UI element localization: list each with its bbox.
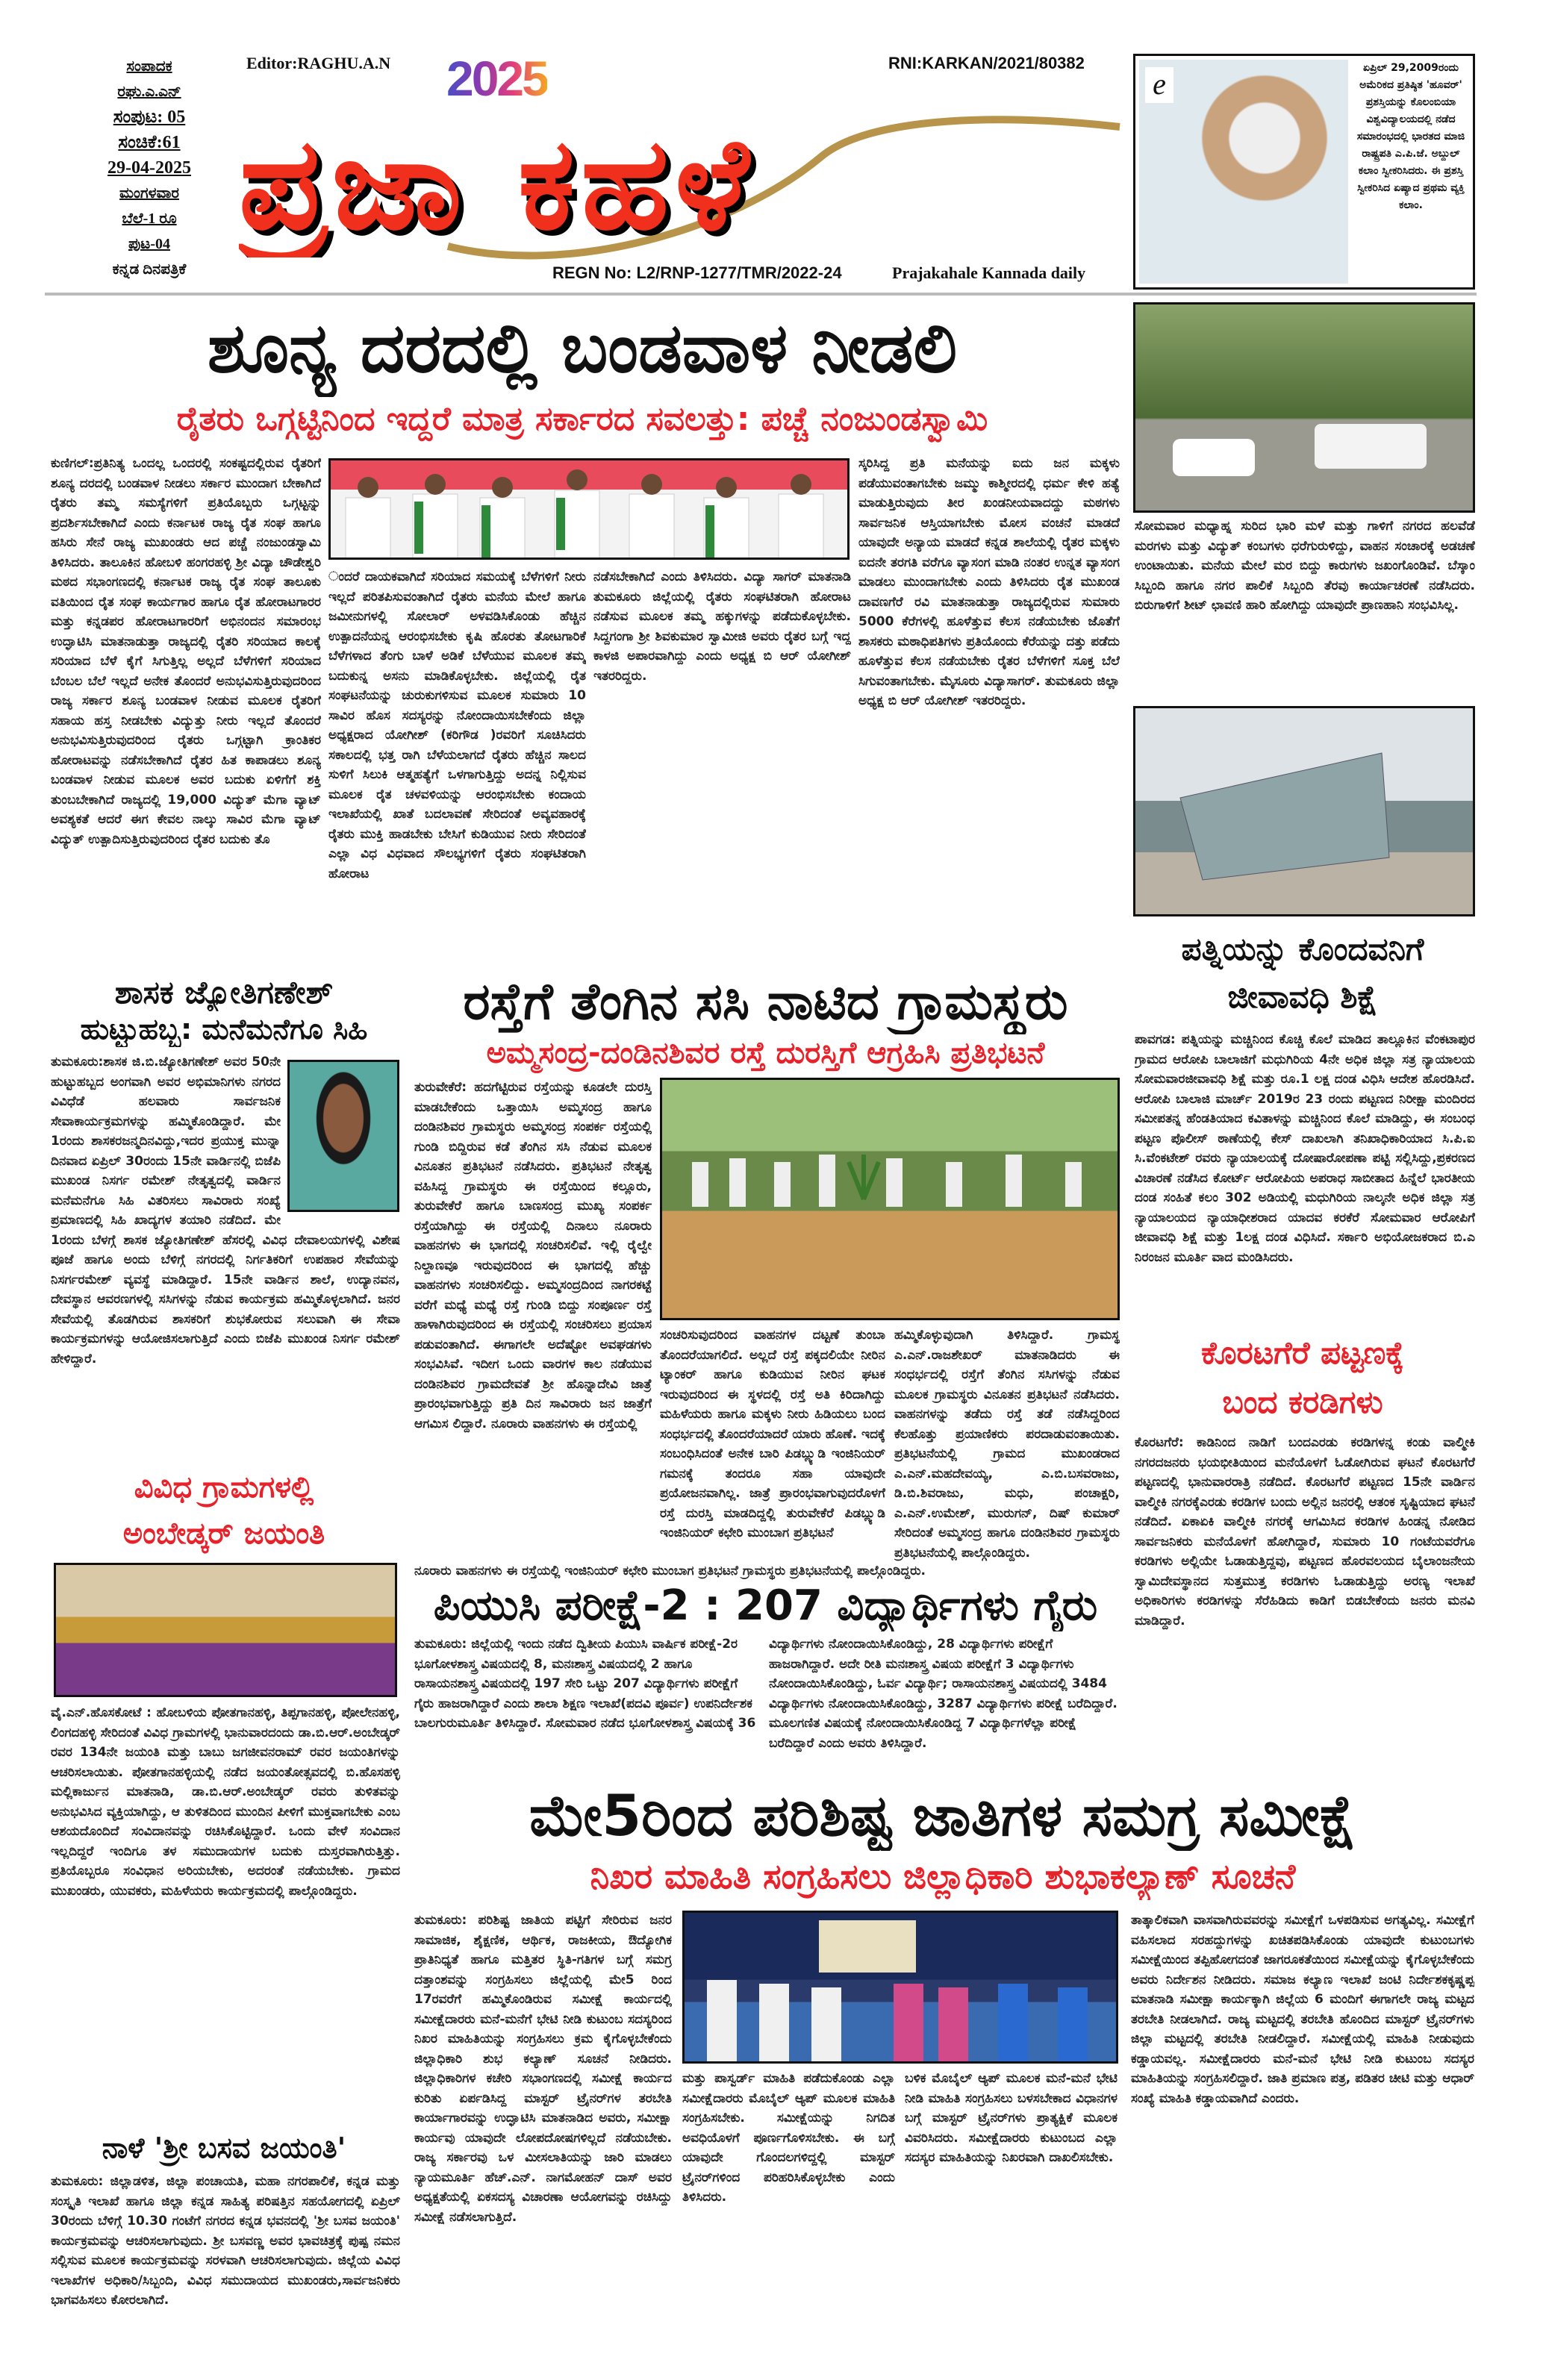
ambedkar-headline-line-2: ಅಂಬೇಡ್ಕರ್ ಜಯಂತಿ bbox=[122, 1517, 325, 1551]
lead-column-2: ಂದರೆ ದಾಯಕವಾಗಿದೆ ಸರಿಯಾದ ಸಮಯಕ್ಕೆ ಬೆಳೆಗಳಿಗೆ ನೀರು ಇಲ್ಲದೆ ಪರಿತಪಿಸುವಂತಾಗಿದೆ ರೈತರು ಮನೆಯ ಮೇಲೆ ಹಾಗೂ ಜಮೀನುಗಳಲ್ಲಿ ಸೋಲಾರ್ ಅಳವಡಿಸಿಕೊಂಡು ಹೆಚ್ಚಿನ ಉತ್ಪಾದನೆಯನ್ನ ಆರಂಭಿಸಬೇಕು ಕೃಷಿ ಹೊರತು ತೋಟಗಾರಿಕೆ ಬೆಳೆಗಳಾದ ತೆಂಗು ಬಾಳೆ ಅಡಿಕೆ ಬೆಳೆಯುವ ಮೂಲಕ ತಮ್ಮ ಬದುಕುನ್ನ ಅಸನು ಮಾಡಿಕೊಳ್ಳಬೇಕು. ಜಿಲ್ಲೆಯಲ್ಲಿ ರೈತ ಸಂಘಟನೆಯನ್ನು ಚುರುಕುಗಳಿಸುವ ಮೂಲಕ ಸುಮಾರು 10 ಸಾವಿರ ಹೊಸ ಸದಸ್ಯರನ್ನು ನೋಂದಾಯಿಸಬೇಕೆಂದು ಜಿಲ್ಲಾ ಅಧ್ಯಕ್ಷರಾದ ಯೋಗೀಶ್ (ಕರಿಗೌಡ )ರವರಿಗೆ ಸೂಚಿಸಿದರು ಸಕಾಲದಲ್ಲಿ ಭತ್ತ ರಾಗಿ ಬೆಳೆಯಲಾಗದೆ ರೈತರು ಹೆಚ್ಚಿನ ಸಾಲದ ಸುಳಿಗೆ ಸಿಲುಕಿ ಆತ್ಮಹತ್ಯೆಗೆ ಒಳಗಾಗುತ್ತಿದ್ದು ಅದನ್ನ ನಿಲ್ಲಿಸುವ ಮೂಲಕ ರೈತ ಚಳವಳಿಯನ್ನು ಆರಂಭಿಸಬೇಕು ಕಂದಾಯ ಇಲಾಖೆಯಲ್ಲಿ ಖಾತೆ ಬದಲಾವಣೆ ಸೇರಿದಂತೆ ಅವ್ಯವಹಾರಕ್ಕೆ ರೈತರು ಮುಕ್ತಿ ಹಾಡಬೇಕು ಬೇಸಿಗೆ ಕುಡಿಯುವ ನೀರು ಸೇರಿದಂತೆ ಎಲ್ಲಾ ವಿಧ ವಿಧವಾದ ಸೌಲಭ್ಯಗಳಿಗೆ ರೈತರು ಸಂಘಟಿತರಾಗಿ ಹೋರಾಟ bbox=[328, 569, 586, 881]
paper-type: ಕನ್ನಡ ದಿನಪತ್ರಿಕೆ bbox=[112, 261, 187, 278]
year-badge: 2025 bbox=[446, 51, 547, 106]
pages: ಪುಟ-04 bbox=[128, 236, 170, 252]
ambedkar-body: ವೈ.ಎನ್.ಹೊಸಕೋಟೆ : ಹೋಬಳಿಯ ಪೋತಗಾನಹಳ್ಳಿ, ತಿಪ್ಪಗಾನಹಳ್ಳಿ, ಪೋಲೇನಹಳ್ಳಿ, ಲಿಂಗದಹಳ್ಳಿ ಸೇರಿದಂತೆ ವಿವಿಧ ಗ್ರಾಮಗಳಲ್ಲಿ ಭಾನುವಾರದಂದು ಡಾ.ಬಿ.ಆರ್.ಅಂಬೇಡ್ಕರ್ ರವರ 134ನೇ ಜಯಂತಿ ಮತ್ತು ಬಾಬು ಜಗಜೀವನರಾಮ್ ರವರ ಜಯಂತಿಗಳನ್ನು ಆಚರಿಸಲಾಯಿತು. ಪೋತಗಾನಹಳ್ಳಿಯಲ್ಲಿ ನಡೆದ ಜಯಂತೋತ್ಸವದಲ್ಲಿ ಬಿ.ಹೊಸಹಳ್ಳಿ ಮಲ್ಲಿಕಾರ್ಜುನ ಮಾತನಾಡಿ, ಡಾ.ಬಿ.ಆರ್.ಅಂಬೇಡ್ಕರ್ ರವರು ತುಳಿತವನ್ನು ಅನುಭವಿಸಿದ ವ್ಯಕ್ತಿಯಾಗಿದ್ದು, ಆ ತುಳಿತದಿಂದ ಮುಂದಿನ ಪೀಳಿಗೆ ಮುಕ್ತವಾಗಬೇಕು ಎಂಬ ಆಶಯದೊಂದಿದೆ ಸಂವಿದಾನವನ್ನು ರಚಿಸಿಕೊಟ್ಟಿದ್ದಾರೆ. ಒಂದು ವೇಳೆ ಸಂವಿದಾನ ಇಲ್ಲದಿದ್ದರೆ ಇಂದಿಗೂ ತಳ ಸಮುದಾಯಗಳ ಬದುಕು ದುಸ್ತರವಾಗಿರುತ್ತಿತ್ತು. ಪ್ರತಿಯೊಬ್ಬರೂ ಸಂವಿಧಾನ ಅರಿಯಬೇಕು, ಅದರಂತೆ ನಡೆಯಬೇಕು. ಗ್ರಾಮದ ಮುಖಂಡರು, ಯುವಕರು, ಮಹಿಳೆಯರು ಕಾರ್ಯಕ್ರಮದಲ್ಲಿ ಪಾಲ್ಗೊಂಡಿದ್ದರು. bbox=[51, 1705, 400, 1899]
kalam-feature-box bbox=[1133, 54, 1475, 290]
crime-headline-line-2: ಜೀವಾವಧಿ ಶಿಕ್ಷೆ bbox=[1227, 978, 1378, 1015]
mla-headline-line-1: ಶಾಸಕ ಜ್ಯೋತಿಗಣೇಶ್ bbox=[114, 974, 334, 1011]
photo-wrap-spacer bbox=[281, 1052, 400, 1216]
lead-column-4: ಸ್ಕರಿಸಿದ್ದ ಪ್ರತಿ ಮನೆಯನ್ನು ಐದು ಜನ ಮಕ್ಕಳು ಪಡೆಯುವಂತಾಗಬೇಕು ಜಮ್ಮು ಕಾಶ್ಮೀರದಲ್ಲಿ ಧರ್ಮ ಕೇಳಿ ಹತ್ಯೆ ಮಾಡುತ್ತಿರುವುದು ತೀರ ಖಂಡನೀಯವಾದದ್ದು ಮಠಗಳು ಸಾರ್ವಜನಿಕ ಆಸ್ತಿಯಾಗಬೇಕು ಮೋಸ ವಂಚನೆ ಮಾಡದೆ ಯಾವುದೇ ಅನ್ಯಾಯ ಮಾಡದೆ ಕನ್ನಡ ಶಾಲೆಯಲ್ಲಿ ರೈತರ ಮಕ್ಕಳು ಐದನೇ ತರಗತಿ ವರೆಗೂ ವ್ಯಾಸಂಗ ಮಾಡಿ ನಂತರ ಉನ್ನತ ವ್ಯಾಸಂಗ ಮಾಡಲು ಮುಂದಾಗಬೇಕು ಎಂದು ತಿಳಿಸಿದರು ರೈತ ಮುಖಂಡ ದಾವಣಗೆರೆ ರವಿ ಮಾತನಾಡುತ್ತಾ ರಾಜ್ಯದಲ್ಲಿರುವ ಸುಮಾರು 5000 ಕೆರೆಗಳಲ್ಲಿ ಹೂಳೆತ್ತುವ ಕೆಲಸ ನಡೆಯಬೇಕು ಜೊತೆಗೆ ಶಾಸಕರು ಮಠಾಧಿಪತಿಗಳು ಪ್ರತಿಯೊಂದು ಕೆರೆಯನ್ನು ದತ್ತು ಪಡೆದು ಹೂಳೆತ್ತುವ ಕೆಲಸ ನಡೆಯಬೇಕು ರೈತರ ಬೆಳೆಗಳಿಗೆ ಸೂಕ್ತ ಬೆಲೆ ಸಿಗುವಂತಾಗಬೇಕು. ಮೈಸೂರು ವಿದ್ಯಾಸಾಗರ್. ತುಮಕೂರು ಜಿಲ್ಲಾ ಅಧ್ಯಕ್ಷ ಬಿ ಆರ್ ಯೋಗೀಶ್ ಇತರರಿದ್ದರು. bbox=[858, 456, 1120, 708]
date: 29-04-2025 bbox=[107, 158, 191, 178]
road-subhead: ಅಮ್ಮಸಂದ್ರ-ದಂಡಿನಶಿವರ ರಸ್ತೆ ದುರಸ್ತಿಗೆ ಆಗ್ರಹಿಸಿ ಪ್ರತಿಭಟನೆ bbox=[486, 1036, 1045, 1070]
kalam-caption: ಏಪ್ರಿಲ್ 29,2009ರಂದು ಅಮೆರಿಕದ ಪ್ರತಿಷ್ಠಿತ 'ಹೂವರ್' ಪ್ರಶಸ್ತಿಯನ್ನು ಕೊಲಂಬಿಯಾ ವಿಶ್ವವಿದ್ಯಾಲಯದಲ್ಲಿ ನಡೆದ ಸಮಾರಂಭದಲ್ಲಿ ಭಾರತದ ಮಾಜಿ ರಾಷ್ಟ್ರಪತಿ ಎ.ಪಿ.ಜೆ. ಅಬ್ದುಲ್ ಕಲಾಂ ಸ್ವೀಕರಿಸಿದರು. ಈ ಪ್ರಶಸ್ತಿ ಸ್ವೀಕರಿಸಿದ ಏಷ್ಯಾದ ಪ್ರಥಮ ವ್ಯಕ್ತಿ ಕಲಾಂ. bbox=[1356, 62, 1465, 211]
editor-label: ಸಂಪಾದಕ bbox=[126, 58, 172, 75]
crime-body: ಪಾವಗಡ: ಪತ್ನಿಯನ್ನು ಮಚ್ಚಿನಿಂದ ಕೊಚ್ಚಿ ಕೊಲೆ ಮಾಡಿದ ತಾಲ್ಲೂಕಿನ ವೆಂಕಟಾಪುರ ಗ್ರಾಮದ ಆರೋಪಿ ಬಾಲಾಜಿಗೆ ಮಧುಗಿರಿಯ 4ನೇ ಅಧಿಕ ಜಿಲ್ಲಾ ಸತ್ರ ನ್ಯಾಯಾಲಯ ಸೋಮವಾರಜೀವಾವಧಿ ಶಿಕ್ಷೆ ಮತ್ತು ರೂ.1 ಲಕ್ಷ ದಂಡ ವಿಧಿಸಿ ಆದೇಶ ಹೊರಡಿಸಿದೆ. ಆರೋಪಿ ಬಾಲಾಜಿ ಮಾರ್ಚ್ 2019ರ 23 ರಂದು ಪಟ್ಟಣದ ನಿರೀಕ್ಷಾ ಮಂದಿರದ ಸಮೀಪತನ್ನ ಹೆಂಡತಿಯಾದ ಕವಿತಾಳನ್ನು ಮಚ್ಚಿನಿಂದ ಕೊಲೆ ಮಾಡಿದ್ದು, ಈ ಸಂಬಂಧ ಪಟ್ಟಣ ಪೊಲೀಸ್ ಠಾಣೆಯಲ್ಲಿ ಕೇಸ್ ದಾಖಲಾಗಿ ತನಿಖಾಧಿಕಾರಿಯಾದ ಸಿ.ಪಿ.ಐ ಸಿ.ವೆಂಕಟೇಶ್ ರವರು ನ್ಯಾಯಾಲಯಕ್ಕೆ ದೋಷಾರೋಪಣಾ ಪಟ್ಟಿ ಸಲ್ಲಿಸಿದ್ದು,ಪ್ರಕರಣದ ವಿಚಾರಣೆ ನಡೆಸಿದ ಕೋರ್ಟ್ ಆರೋಪಿಯ ಅಪರಾಧ ಸಾಬೀತಾದ ಹಿನ್ನೆಲೆ ಭಾರತೀಯ ದಂಡ ಸಂಹಿತೆ ಕಲಂ 302 ಅಡಿಯಲ್ಲಿ ಮಧುಗಿರಿಯ ನಾಲ್ಕನೇ ಅಧಿಕ ಜಿಲ್ಲಾ ಸತ್ರ ನ್ಯಾಯಾಲಯದ ನ್ಯಾಯಾಧೀಶರಾದ ಯಾದವ ಕರಕೆರೆ ಸೋಮವಾರ ಆರೋಪಿಗೆ ಜೀವಾವಧಿ ಶಿಕ್ಷೆ ಮತ್ತು 1ಲಕ್ಷ ದಂಡ ವಿಧಿಸಿದೆ. ಸರ್ಕಾರಿ ಅಭಿಯೋಜಕರಾದ ಬಿ.ಎ ನಿರಂಜನ ಮೂರ್ತಿ ವಾದ ಮಂಡಿಸಿದರು. bbox=[1135, 1032, 1475, 1265]
price: ಬೆಲೆ-1 ರೂ bbox=[122, 210, 177, 227]
puc-column-1: ತುಮಕೂರು: ಜಿಲ್ಲೆಯಲ್ಲಿ ಇಂದು ನಡೆದ ದ್ವಿತೀಯ ಪಿಯುಸಿ ವಾರ್ಷಿಕ ಪರೀಕ್ಷೆ-2ರ ಭೂಗೋಳಶಾಸ್ತ್ರ ವಿಷಯದಲ್ಲಿ 8, ಮನಃಶಾಸ್ತ್ರ ವಿಷಯದಲ್ಲಿ 2 ಹಾಗೂ ರಾಸಾಯನಶಾಸ್ತ್ರ ವಿಷಯದಲ್ಲಿ 197 ಸೇರಿ ಒಟ್ಟು 207 ವಿದ್ಯಾರ್ಥಿಗಳು ಪರೀಕ್ಷೆಗೆ ಗೈರು ಹಾಜರಾಗಿದ್ದಾರೆ ಎಂದು ಶಾಲಾ ಶಿಕ್ಷಣ ಇಲಾಖೆ(ಪದವಿ ಪೂರ್ವ) ಉಪನಿರ್ದೇಶಕ ಬಾಲಗುರುಮೂರ್ತಿ ತಿಳಿಸಿದ್ದಾರೆ. ಸೋಮವಾರ ನಡೆದ ಭೂಗೋಳಶಾಸ್ತ್ರ ವಿಷಯಕ್ಕೆ 36 bbox=[414, 1637, 756, 1731]
road-tail-line: ನೂರಾರು ವಾಹನಗಳು ಈ ರಸ್ತೆಯಲ್ಲಿ ಇಂಜಿನಿಯರ್ ಕಛೇರಿ ಮುಂಬಾಗ ಪ್ರತಿಭಟನೆ ಗ್ರಾಮಸ್ಥರು ಪ್ರತಿಭಟನೆಯಲ್ಲಿ ಪಾಲ್ಗೊಂಡಿದ್ದರು. bbox=[414, 1564, 926, 1578]
mla-headline-line-2: ಹುಟ್ಟುಹಬ್ಬ: ಮನೆಮನೆಗೂ ಸಿಹಿ bbox=[80, 1013, 368, 1046]
bears-body: ಕೊರಟಗೆರೆ: ಕಾಡಿನಿಂದ ನಾಡಿಗೆ ಬಂದಎರಡು ಕರಡಿಗಳನ್ನ ಕಂಡು ವಾಲ್ಮೀಕಿ ನಗರದಜನರು ಭಯಭೀತಿಯಿಂದ ಮನೆಯೊಳಗೆ ಓಡೋಗಿರುವ ಘಟನೆ ಕೊರಟಗೆರೆ ಪಟ್ಟಣದಲ್ಲಿ ಭಾನುವಾರರಾತ್ರಿ ನಡೆದಿದೆ. ಕೊರಟಗೆರೆ ಪಟ್ಟಣದ 15ನೇ ವಾರ್ಡಿನ ವಾಲ್ಮೀಕಿ ನಗರಕ್ಕೆಎರಡು ಕರಡಿಗಳ ಬಂದು ಅಲ್ಲಿನ ಜನರಲ್ಲಿ ಆತಂಕ ಸೃಷ್ಟಿಯಾದ ಘಟನೆ ನಡೆದಿದೆ. ಏಕಾಏಕಿ ವಾಲ್ಮೀಕಿ ನಗರಕ್ಕೆ ಆಗಮಿಸಿದ ಕರಡಿಗಳ ಹಿಂಡನ್ನ ನೋಡಿದ ಸಾರ್ವಜನಿಕರು ಮನೆಯೊಳಗೆ ಹೋಗಿದ್ದಾರೆ, ಸುಮಾರು 10 ಗಂಟೆಯವರೆಗೂ ಕರಡಿಗಳು ಅಲ್ಲಿಯೇ ಓಡಾಡುತ್ತಿದ್ದವು, ಪಟ್ಟಣದ ಹೊರವಲಯದ ಬೈಲಾಂಜನೇಯ ಸ್ವಾಮಿದೇವಸ್ಥಾನದ ಸುತ್ತಮುತ್ತ ಕರಡಿಗಳು ಓಡಾಡುತ್ತಿದ್ದು ಅರಣ್ಯ ಇಲಾಖೆ ಅಧಿಕಾರಿಗಳು ಕರಡಿಗಳನ್ನು ಸೆರೆಹಿಡಿದು ಕಾಡಿಗೆ ಬಿಡಬೇಕೆಂದು ಜನರು ಮನವಿ ಮಾಡಿದ್ದಾರೆ. bbox=[1135, 1435, 1475, 1628]
road-column-1: ತುರುವೇಕೆರೆ: ಹದಗೆಟ್ಟಿರುವ ರಸ್ತೆಯನ್ನು ಕೂಡಲೇ ದುರಸ್ತಿ ಮಾಡಬೇಕೆಂದು ಒತ್ತಾಯಿಸಿ ಅಮ್ಮಸಂದ್ರ ಹಾಗೂ ದಂಡಿನಶಿವರ ಗ್ರಾಮಸ್ಥರು ಅಮ್ಮಸಂದ್ರ ಸಂಪರ್ಕ ರಸ್ತೆಯಲ್ಲಿ ಗುಂಡಿ ಬಿದ್ದಿರುವ ಕಡೆ ತೆಂಗಿನ ಸಸಿ ನೆಡುವ ಮೂಲಕ ವಿನೂತನ ಪ್ರತಿಭಟನೆ ನಡೆಸಿದರು. ಪ್ರತಿಭಟನೆ ನೇತೃತ್ವ ವಹಿಸಿದ್ದ ಗ್ರಾಮಸ್ಥರು ಈ ರಸ್ತೆಯಿಂದ ಕಲ್ಲೂರು, ತುರುವೇಕೆರೆ ಹಾಗೂ ಬಾಣಸಂದ್ರ ಮುಖ್ಯ ಸಂಪರ್ಕ ರಸ್ತೆಯಾಗಿದ್ದು ಈ ರಸ್ತೆಯಲ್ಲಿ ದಿನಾಲು ನೂರಾರು ವಾಹನಗಳು ಈ ಭಾಗದಲ್ಲಿ ಸಂಚರಿಸಲಿವೆ. ಇಲ್ಲಿ ರೈಲ್ವೇ ನಿಲ್ದಾಣವೂ ಇರುವುದರಿಂದ ಈ ಭಾಗದಲ್ಲಿ ಹೆಚ್ಚು ವಾಹನಗಳು ಸಂಚರಿಸಲಿದ್ದು. ಅಮ್ಮಸಂದ್ರದಿಂದ ನಾಗರಕಟ್ಟೆ ವರೆಗೆ ಮಧ್ಯೆ ಮಧ್ಯೆ ರಸ್ತೆ ಗುಂಡಿ ಬಿದ್ದು ಸಂಪೂರ್ಣ ರಸ್ತೆ ಹಾಳಾಗಿರುವುದರಿಂದ ಈ ರಸ್ತೆಯಲ್ಲಿ ಸಂಚರಿಸಲು ಪ್ರಯಾಸ ಪಡುವಂತಾಗಿದೆ. ಈಗಾಗಲೇ ಅದೆಷ್ಟೋ ಅವಘಡಗಳು ಸಂಭವಿಸಿವೆ. ಇದೀಗ ಒಂದು ವಾರಗಳ ಕಾಲ ನಡೆಯುವ ದಂಡಿನಶಿವರ ಗ್ರಾಮದೇವತೆ ಶ್ರೀ ಹೊನ್ನಾದೇವಿ ಜಾತ್ರೆ ಪ್ರಾರಂಭವಾಗುತ್ತಿದ್ದು ಪ್ರತಿ ದಿನ ಸಾವಿರಾರು ಜನ ಜಾತ್ರೆಗೆ ಆಗಮಿಸ ಲಿದ್ದಾರೆ. ನೂರಾರು ವಾಹನಗಳು ಈ ರಸ್ತೆಯಲ್ಲಿ bbox=[414, 1080, 652, 1431]
basava-body: ತುಮಕೂರು: ಜಿಲ್ಲಾಡಳಿತ, ಜಿಲ್ಲಾ ಪಂಚಾಯತಿ, ಮಹಾ ನಗರಪಾಲಿಕೆ, ಕನ್ನಡ ಮತ್ತು ಸಂಸ್ಕೃತಿ ಇಲಾಖೆ ಹಾಗೂ ಜಿಲ್ಲಾ ಕನ್ನಡ ಸಾಹಿತ್ಯ ಪರಿಷತ್ತಿನ ಸಹಯೋಗದಲ್ಲಿ ಏಪ್ರಿಲ್ 30ರಂದು ಬೆಳಿಗ್ಗೆ 10.30 ಗಂಟೆಗೆ ನಗರದ ಕನ್ನಡ ಭವನದಲ್ಲಿ 'ಶ್ರೀ ಬಸವ ಜಯಂತಿ' ಕಾರ್ಯಕ್ರಮವನ್ನು ಆಚರಿಸಲಾಗುವುದು. ಶ್ರೀ ಬಸವಣ್ಣ ಅವರ ಭಾವಚಿತ್ರಕ್ಕೆ ಪುಷ್ಪ ನಮನ ಸಲ್ಲಿಸುವ ಮೂಲಕ ಕಾರ್ಯಕ್ರಮವನ್ನು ಸರಳವಾಗಿ ಆಚರಿಸಲಾಗುವುದು. ಜಿಲ್ಲೆಯ ವಿವಿಧ ಇಲಾಖೆಗಳ ಅಧಿಕಾರಿ/ಸಿಬ್ಬಂದಿ, ವಿವಿಧ ಸಮುದಾಯದ ಮುಖಂಡರು,ಸಾರ್ವಜನಿಕರು ಭಾಗವಹಿಸಲು ಕೋರಲಾಗಿದೆ. bbox=[51, 2174, 400, 2308]
mla-body bbox=[51, 1052, 400, 1461]
cars-under-tree bbox=[1135, 304, 1475, 513]
survey-subhead: ನಿಖರ ಮಾಹಿತಿ ಸಂಗ್ರಹಿಸಲು ಜಿಲ್ಲಾಧಿಕಾರಿ ಶುಭಾಕಲ್ಯಾಣ್ ಸೂಚನೆ bbox=[590, 1856, 1296, 1896]
basava-headline: ನಾಳೆ 'ಶ್ರೀ ಬಸವ ಜಯಂತಿ' bbox=[102, 2131, 346, 2164]
e-logo-icon: e bbox=[1145, 67, 1173, 103]
fallen-tree-photo bbox=[1133, 302, 1475, 513]
survey-column-2: ಮತ್ತು ಪಾಸ್ವರ್ಡ್ ಮಾಹಿತಿ ಪಡೆದುಕೊಂಡು ಎಲ್ಲಾ ಸಮೀಕ್ಷೆದಾರರು ಮೊಬೈಲ್ ಆ್ಯಪ್ ಮೂಲಕ ಮಾಹಿತಿ ಸಂಗ್ರಹಿಸಬೇಕು. ಸಮೀಕ್ಷೆಯನ್ನು ನಿಗದಿತ ಅವಧಿಯೊಳಗೆ ಪೂರ್ಣಗೊಳಿಸಬೇಕು. ಈ ಬಗ್ಗೆ ಯಾವುದೇ ಗೊಂದಲಗಳಿದ್ದಲ್ಲಿ ಮಾಸ್ಟರ್ ಟ್ರೈನರ್‌ಗಳಿಂದ ಪರಿಹರಿಸಿಕೊಳ್ಳಬೇಕು ಎಂದು ತಿಳಿಸಿದರು. bbox=[682, 2071, 895, 2205]
ambedkar-headline-line-1: ವಿವಿಧ ಗ್ರಾಮಗಳಲ್ಲಿ bbox=[134, 1470, 314, 1505]
officials-figures bbox=[685, 1913, 1118, 2064]
issue-number: ಸಂಚಿಕೆ:61 bbox=[118, 133, 181, 152]
volume: ಸಂಪುಟ: 05 bbox=[113, 107, 186, 127]
collapsed-roof bbox=[1135, 708, 1475, 916]
lead-subhead: ರೈತರು ಒಗ್ಗಟ್ಟಿನಿಂದ ಇದ್ದರೆ ಮಾತ್ರ ಸರ್ಕಾರದ ಸವಲತ್ತು: ಪಚ್ಚೆ ನಂಜುಂಡಸ್ವಾಮಿ bbox=[176, 400, 988, 438]
kalam-photo bbox=[1139, 60, 1348, 284]
survey-column-4: ತಾತ್ಕಾಲಿಕವಾಗಿ ವಾಸವಾಗಿರುವವರನ್ನು ಸಮೀಕ್ಷೆಗೆ ಒಳಪಡಿಸುವ ಅಗತ್ಯವಿಲ್ಲ. ಸಮೀಕ್ಷೆಗೆ ವಹಿಸಲಾದ ಸರಹದ್ದುಗಳನ್ನು ಖಚಿತಪಡಿಸಿಕೊಂಡು ಯಾವುದೇ ಕುಟುಂಬಗಳು ಸಮೀಕ್ಷೆಯಿಂದ ತಪ್ಪಿಹೋಗದಂತೆ ಜಾಗರೂಕತೆಯಿಂದ ಸಮೀಕ್ಷೆಯನ್ನು ಕೈಗೊಳ್ಳಬೇಕೆಂದು ಅವರು ನಿರ್ದೇಶನ ನೀಡಿದರು. ಸಮಾಜ ಕಲ್ಯಾಣ ಇಲಾಖೆ ಜಂಟಿ ನಿರ್ದೇಶಕಕೃಷ್ಣಪ್ಪ ಮಾತನಾಡಿ ಸಮೀಕ್ಷಾ ಕಾರ್ಯಕ್ಕಾಗಿ ಜಿಲ್ಲೆಯ 6 ಮಂದಿಗೆ ಈಗಾಗಲೇ ರಾಜ್ಯ ಮಟ್ಟದ ತರಬೇತಿ ನೀಡಲಾಗಿದೆ. ರಾಜ್ಯ ಮಟ್ಟದಲ್ಲಿ ತರಬೇತಿ ಹೊಂದಿದ ಮಾಸ್ಟರ್ ಟ್ರೈನರ್‌ಗಳು ಜಿಲ್ಲಾ ಮಟ್ಟದಲ್ಲಿ ತರಬೇತಿ ನೀಡಲಿದ್ದಾರೆ. ಸಮೀಕ್ಷೆಯಲ್ಲಿ ಮಾಹಿತಿ ನೀಡುವುದು ಕಡ್ಡಾಯವಲ್ಲ. ಸಮೀಕ್ಷೆದಾರರು ಮನೆ-ಮನೆ ಭೇಟಿ ನೀಡಿ ಕುಟುಂಬ ಸದಸ್ಯರ ಮಾಹಿತಿಯನ್ನು ಸಂಗ್ರಹಿಸಲಿದ್ದಾರೆ. ಜಾತಿ ಪ್ರಮಾಣ ಪತ್ರ, ಪಡಿತರ ಚೀಟಿ ಮತ್ತು ಆಧಾರ್ ಸಂಖ್ಯೆ ಮಾಹಿತಿ ಕಡ್ಡಾಯವಾಗಿದೆ ಎಂದರು. bbox=[1131, 1913, 1474, 2106]
survey-column-1: ತುಮಕೂರು: ಪರಿಶಿಷ್ಟ ಜಾತಿಯ ಪಟ್ಟಿಗೆ ಸೇರಿರುವ ಜನರ ಸಾಮಾಜಿಕ, ಶೈಕ್ಷಣಿಕ, ಆರ್ಥಿಕ, ರಾಜಕೀಯ, ಔದ್ಯೋಗಿಕ ಪ್ರಾತಿನಿಧ್ಯತೆ ಹಾಗೂ ಮತ್ತಿತರ ಸ್ಥಿತಿ-ಗತಿಗಳ ಬಗ್ಗೆ ಸಮಗ್ರ ದತ್ತಾಂಶವನ್ನು ಸಂಗ್ರಹಿಸಲು ಜಿಲ್ಲೆಯಲ್ಲಿ ಮೇ5 ರಿಂದ 17ರವರೆಗೆ ಹಮ್ಮಿಕೊಂಡಿರುವ ಸಮೀಕ್ಷೆ ಕಾರ್ಯದಲ್ಲಿ ಸಮೀಕ್ಷೆದಾರರು ಮನೆ-ಮನೆಗೆ ಭೇಟಿ ನೀಡಿ ಕುಟುಂಬ ಸದಸ್ಯರಿಂದ ನಿಖರ ಮಾಹಿತಿಯನ್ನು ಸಂಗ್ರಹಿಸಲು ಕ್ರಮ ಕೈಗೊಳ್ಳಬೇಕೆಂದು ಜಿಲ್ಲಾಧಿಕಾರಿ ಶುಭ ಕಲ್ಯಾಣ್ ಸೂಚನೆ ನೀಡಿದರು. ಜಿಲ್ಲಾಧಿಕಾರಿಗಳ ಕಚೇರಿ ಸಭಾಂಗಣದಲ್ಲಿ ಸಮೀಕ್ಷೆ ಕಾರ್ಯದ ಕುರಿತು ಏರ್ಪಡಿಸಿದ್ದ ಮಾಸ್ಟರ್ ಟ್ರೈನರ್‌ಗಳ ತರಬೇತಿ ಕಾರ್ಯಾಗಾರವನ್ನು ಉದ್ಘಾಟಿಸಿ ಮಾತನಾಡಿದ ಅವರು, ಸಮೀಕ್ಷಾ ಕಾರ್ಯವು ಯಾವುದೇ ಲೋಪದೋಷಗಳಿಲ್ಲದೆ ನಡೆಯಬೇಕು. ರಾಜ್ಯ ಸರ್ಕಾರವು ಒಳ ಮೀಸಲಾತಿಯನ್ನು ಜಾರಿ ಮಾಡಲು ನ್ಯಾಯಮೂರ್ತಿ ಹೆಚ್.ಎನ್. ನಾಗಮೋಹನ್ ದಾಸ್ ಅವರ ಅಧ್ಯಕ್ಷತೆಯಲ್ಲಿ ಏಕಸದಸ್ಯ ವಿಚಾರಣಾ ಆಯೋಗವನ್ನು ರಚಿಸಿದ್ದು ಸಮೀಕ್ಷೆ ನಡೆಸಲಾಗುತ್ತಿದೆ. bbox=[414, 1913, 672, 2225]
survey-column-3: ಬಳಿಕ ಮೊಬೈಲ್ ಆ್ಯಪ್ ಮೂಲಕ ಮನೆ-ಮನೆ ಭೇಟಿ ನೀಡಿ ಮಾಹಿತಿ ಸಂಗ್ರಹಿಸಲು ಬಳಸಬೇಕಾದ ವಿಧಾನಗಳ ಬಗ್ಗೆ ಮಾಸ್ಟರ್ ಟ್ರೈನರ್‌ಗಳು ಪ್ರಾತ್ಯಕ್ಷಿಕೆ ಮೂಲಕ ವಿವರಿಸಿದರು. ಸಮೀಕ್ಷೆದಾರರು ಕುಟುಂಬದ ಎಲ್ಲಾ ಸದಸ್ಯರ ಮಾಹಿತಿಯನ್ನು ನಿಖರವಾಗಿ ದಾಖಲಿಸಬೇಕು. bbox=[905, 2071, 1117, 2165]
road-column-3: ಹಮ್ಮಿಕೊಳ್ಳುವುದಾಗಿ ತಿಳಿಸಿದ್ದಾರೆ. ಗ್ರಾಮಸ್ಥ ಎ.ಎನ್.ರಾಜಶೇಖರ್ ಮಾತನಾಡಿದರು ಈ ಸಂಧರ್ಭದಲ್ಲಿ ರಸ್ತೆಗೆ ತೆಂಗಿನ ಸಸಿಗಳನ್ನು ನೆಡುವ ಮೂಲಕ ಗ್ರಾಮಸ್ಥರು ವಿನೂತನ ಪ್ರತಿಭಟನೆ ನಡೆಸಿದರು. ವಾಹನಗಳನ್ನು ತಡೆದು ರಸ್ತೆ ತಡೆ ನಡೆಸಿದ್ದರಿಂದ ಕೆಲಹೊತ್ತು ಪ್ರಯಾಣಿಕರು ಪರದಾಡುವಂತಾಯಿತು. ಪ್ರತಿಭಟನೆಯಲ್ಲಿ ಗ್ರಾಮದ ಮುಖಂಡರಾದ ಎ.ಎನ್.ಮಹದೇವಯ್ಯ, ಎ.ಬಿ.ಬಸವರಾಜು, ಡಿ.ಬಿ.ಶಿವರಾಜು, ಮಧು, ಪಂಚಾಕ್ಷರಿ, ಎ.ಎನ್.ಉಮೇಶ್, ಮುರುಗನ್, ದಿಷ್ ಕುಮಾರ್ ಸೇರಿದಂತೆ ಅಮ್ಮಸಂದ್ರ ಹಾಗೂ ದಂಡಿನಶಿವರ ಗ್ರಾಮಸ್ಥರು ಪ್ರತಿಭಟನೆಯಲ್ಲಿ ಪಾಲ್ಗೊಂಡಿದ್ದರು. bbox=[894, 1328, 1120, 1561]
puc-column-2: ವಿದ್ಯಾರ್ಥಿಗಳು ನೋಂದಾಯಿಸಿಕೊಂಡಿದ್ದು, 28 ವಿದ್ಯಾರ್ಥಿಗಳು ಪರೀಕ್ಷೆಗೆ ಹಾಜರಾಗಿದ್ದಾರೆ. ಅದೇ ರೀತಿ ಮನಃಶಾಸ್ತ್ರ ವಿಷಯ ಪರೀಕ್ಷೆಗೆ 3 ವಿದ್ಯಾರ್ಥಿಗಳು ನೋಂದಾಯಿಸಿಕೊಂಡಿದ್ದು, ಓರ್ವ ವಿದ್ಯಾರ್ಥಿ; ರಾಸಾಯನಶಾಸ್ತ್ರ ವಿಷಯದಲ್ಲಿ 3484 ವಿದ್ಯಾರ್ಥಿಗಳು ನೋಂದಾಯಿಸಿಕೊಂಡಿದ್ದು, 3287 ವಿದ್ಯಾರ್ಥಿಗಳು ಪರೀಕ್ಷೆ ಬರೆದಿದ್ದಾರೆ. ಮೂಲಗಣಿತ ವಿಷಯಕ್ಕೆ ನೋಂದಾಯಿಸಿಕೊಂಡಿದ್ದ 7 ವಿದ್ಯಾರ್ಥಿಗಳೆಲ್ಲಾ ಪರೀಕ್ಷೆ ಬರೆದಿದ್ದಾರೆ ಎಂದು ಅವರು ತಿಳಿಸಿದ್ದಾರೆ. bbox=[769, 1637, 1117, 1751]
weekday: ಮಂಗಳವಾರ bbox=[119, 185, 180, 202]
registration-number: REGN No: L2/RNP-1277/TMR/2022-24 bbox=[552, 263, 842, 282]
puc-headline: ಪಿಯುಸಿ ಪರೀಕ್ಷೆ-2 : 207 ವಿದ್ಯಾರ್ಥಿಗಳು ಗೈರು bbox=[433, 1581, 1098, 1630]
farmers-event-photo bbox=[328, 458, 850, 560]
mla-body-text: ತುಮಕೂರು:ಶಾಸಕ ಜಿ.ಬಿ.ಜ್ಯೋತಿಗಣೇಶ್ ಅವರ 50ನೇ ಹುಟ್ಟುಹಬ್ಬದ ಅಂಗವಾಗಿ ಅವರ ಅಭಿಮಾನಿಗಳು ನಗರದ ವಿವಿಧೆಡೆ ಹಲವಾರು ಸಾರ್ವಜನಿಕ ಸೇವಾಕಾರ್ಯಕ್ರಮಗಳನ್ನು ಹಮ್ಮಿಕೊಂಡಿದ್ದಾರೆ. ಮೇ 1ರಂದು ಶಾಸಕರಜನ್ಮದಿನವಿದ್ದು,ಇದರ ಪ್ರಯುಕ್ತ ಮುನ್ನಾ ದಿನವಾದ ಏಪ್ರಿಲ್ 30ರಂದು 15ನೇ ವಾರ್ಡಿನಲ್ಲಿ ಬಿಜೆಪಿ ಮುಖಂಡ ನಿಸರ್ಗ ರಮೇಶ್ ನೇತೃತ್ವದಲ್ಲಿ ವಾರ್ಡಿನ ಮನೆಮನೆಗೂ ಸಿಹಿ ವಿತರಿಸಲು ಸಾವಿರಾರು ಸಂಖ್ಯೆ ಪ್ರಮಾಣದಲ್ಲಿ ಸಿಹಿ ಖಾದ್ಯಗಳ ತಯಾರಿ ನಡೆದಿದೆ. ಮೇ 1ರಂದು ಬೆಳಗ್ಗೆ ಶಾಸಕ ಜ್ಯೋತಿಗಣೇಶ್ ಹೆಸರಲ್ಲಿ ವಿವಿಧ ದೇವಾಲಯಗಳಲ್ಲಿ ವಿಶೇಷ ಪೂಜೆ ಹಾಗೂ ಅಂದು ಬೆಳಿಗ್ಗೆ ನಗರದಲ್ಲಿ ನಿರ್ಗತಿಕರಿಗೆ ಉಪಹಾರ ಸೇವೆಯನ್ನು ನಿಸರ್ಗರಮೇಶ್ ವ್ಯವಸ್ಥೆ ಮಾಡಿದ್ದಾರೆ. 15ನೇ ವಾರ್ಡಿನ ಶಾಲೆ, ಉದ್ಯಾನವನ, ದೇವಸ್ಥಾನ ಆವರಣಗಳಲ್ಲಿ ಸಸಿಗಳನ್ನು ನೆಡುವ ಕಾರ್ಯಕ್ರಮ ಹಮ್ಮಿಕೊಳ್ಳಲಾಗಿದೆ. ಜನರ ಸೇವೆಯಲ್ಲಿ ತೊಡಗಿರುವ ಶಾಸಕರಿಗೆ ಶುಭಕೋರುವ ಸಲುವಾಗಿ ಈ ಸೇವಾ ಕಾರ್ಯಕ್ರಮಗಳನ್ನು ಆಯೋಜಿಸಲಾಗುತ್ತಿದೆ ಎಂದು ಬಿಜೆಪಿ ಮುಖಂಡ ನಿಸರ್ಗ ರಮೇಶ್ ಹೇಳಿದ್ದಾರೆ. bbox=[51, 1055, 400, 1367]
bears-headline-line-2: ಬಂದ ಕರಡಿಗಳು bbox=[1222, 1384, 1383, 1420]
road-column-2: ಸಂಚರಿಸುವುದರಿಂದ ವಾಹನಗಳ ದಟ್ಟಣೆ ತುಂಬಾ ತೊಂದರೆಯಾಗಲಿದೆ. ಅಲ್ಲದೆ ರಸ್ತೆ ಪಕ್ಕದಲಿಯೇ ನೀರಿನ ಟ್ಯಾಂಕರ್ ಹಾಗೂ ಕುಡಿಯುವ ನೀರಿನ ಘಟಕ ಇರುವುದರಿಂದ ಈ ಸ್ಥಳದಲ್ಲಿ ರಸ್ತೆ ಅತಿ ಕಿರಿದಾಗಿದ್ದು ಮಹಿಳೆಯರು ಹಾಗೂ ಮಕ್ಕಳು ನೀರು ಹಿಡಿಯಲು ಬಂದ ಸಂಧರ್ಭದಲ್ಲಿ ತೊಂದರೆಯಾದರೆ ಯಾರು ಹೊಣೆ. ಇದಕ್ಕೆ ಸಂಬಂಧಿಸಿದಂತೆ ಅನೇಕ ಬಾರಿ ಪಿಡಬ್ಲ್ಯುಡಿ ಇಂಜಿನಿಯರ್ ಗಮನಕ್ಕೆ ತಂದರೂ ಸಹಾ ಯಾವುದೇ ಪ್ರಯೋಜನವಾಗಿಲ್ಲ. ಜಾತ್ರೆ ಪ್ರಾರಂಭವಾಗುವುದರೊಳಗೆ ರಸ್ತೆ ದುರಸ್ತಿ ಮಾಡದಿದ್ದಲ್ಲಿ ತುರುವೇಕೆರೆ ಪಿಡಬ್ಲ್ಯುಡಿ ಇಂಜಿನಿಯರ್ ಕಛೇರಿ ಮುಂಬಾಗ ಪ್ರತಿಭಟನೆ bbox=[660, 1328, 885, 1540]
newspaper-title-logo: ಪ್ರಜಾ ಕಹಳೆ bbox=[239, 112, 755, 257]
ambedkar-celebration-photo bbox=[54, 1563, 397, 1697]
editor-credit: Editor:RAGHU.A.N bbox=[246, 54, 391, 72]
collapsed-shed-photo bbox=[1133, 706, 1475, 916]
coconut-sapling-protest-photo bbox=[660, 1078, 1120, 1320]
survey-headline: ಮೇ5ರಿಂದ ಪರಿಶಿಷ್ಟ ಜಾತಿಗಳ ಸಮಗ್ರ ಸಮೀಕ್ಷೆ bbox=[529, 1782, 1356, 1849]
survey-training-photo bbox=[682, 1911, 1118, 2064]
lead-column-3: ನಡೆಸಬೇಕಾಗಿದೆ ಎಂದು ತಿಳಿಸಿದರು. ವಿದ್ಯಾ ಸಾಗರ್ ಮಾತನಾಡಿ ತುಮಕೂರು ಜಿಲ್ಲೆಯಲ್ಲಿ ರೈತರು ಸಂಘಟಿತರಾಗಿ ಹೋರಾಟ ನಡೆಸುವ ಮೂಲಕ ತಮ್ಮ ಹಕ್ಕುಗಳನ್ನು ಪಡೆದುಕೊಳ್ಳಬೇಕು. ಸಿದ್ದಗಂಗಾ ಶ್ರೀ ಶಿವಕುಮಾರ ಸ್ವಾಮೀಜಿ ಅವರು ರೈತರ ಬಗ್ಗೆ ಇದ್ದ ಕಾಳಜಿ ಅಪಾರವಾಗಿದ್ದು ಎಂದು ಅಧ್ಯಕ್ಷ ಬಿ ಆರ್ ಯೋಗೀಶ್ ಇತರರಿದ್ದರು. bbox=[593, 569, 851, 684]
english-title: Prajakahale Kannada daily bbox=[892, 263, 1086, 282]
lead-headline: ಶೂನ್ಯ ದರದಲ್ಲಿ ಬಂಡವಾಳ ನೀಡಲಿ bbox=[207, 308, 958, 388]
road-headline: ರಸ್ತೆಗೆ ತೆಂಗಿನ ಸಸಿ ನಾಟಿದ ಗ್ರಾಮಸ್ಥರು bbox=[463, 972, 1068, 1031]
issue-info bbox=[78, 54, 220, 282]
protesters-figures bbox=[662, 1080, 1120, 1320]
bears-headline-line-1: ಕೊರಟಗೆರೆ ಪಟ್ಟಣಕ್ಕೆ bbox=[1201, 1334, 1404, 1371]
editor-name: ರಘು.ಎ.ಎನ್ bbox=[117, 84, 181, 100]
lead-column-1: ಕುಣಿಗಲ್:ಪ್ರತಿನಿತ್ಯ ಒಂದಲ್ಲ ಒಂದರಲ್ಲಿ ಸಂಕಷ್ಟದಲ್ಲಿರುವ ರೈತರಿಗೆ ಶೂನ್ಯ ದರದಲ್ಲಿ ಬಂಡವಾಳ ನೀಡಲು ಸರ್ಕಾರ ಮುಂದಾಗ ಬೇಕಾಗಿದೆ ರೈತರು ತಮ್ಮ ಸಮಸ್ಯೆಗಳಿಗೆ ಪ್ರತಿಯೊಬ್ಬರು ಒಗ್ಗಟ್ಟನ್ನು ಪ್ರದರ್ಶಿಸಬೇಕಾಗಿದೆ ಎಂದು ಕರ್ನಾಟಕ ರಾಜ್ಯ ರೈತ ಸಂಘ ಹಾಗೂ ಹಸಿರು ಸೇನೆ ರಾಜ್ಯ ಮುಖಂಡರು ಆದ ಪಚ್ಚೆ ನಂಜುಂಡಸ್ವಾಮಿ ತಿಳಿಸಿದರು. ತಾಲೂಕಿನ ಹೋಬಳಿ ಹಂಗರಹಳ್ಳಿ ಶ್ರೀ ವಿದ್ಯಾ ಚೌಡೇಶ್ವರಿ ಮಠದ ಸಭಾಂಗಣದಲ್ಲಿ ಕರ್ನಾಟಕ ರಾಜ್ಯ ರೈತ ಸಂಘ ತಾಲೂಕು ವತಿಯಿಂದ ರೈತ ಸಂಘ ಕಾರ್ಯಗಾರ ಹಾಗೂ ರೈತ ಹೋರಾಟಗಾರರ ಮತ್ತು ಕನ್ನಡಪರ ಹೋರಾಟಗಾರರಿಗೆ ಅಭಿನಂದನ ಸಮಾರಂಭ ಉದ್ಘಾಟಿಸಿ ಮಾತನಾಡುತ್ತಾ ರಾಜ್ಯದಲ್ಲಿ ರೈತರಿ ಸರಿಯಾದ ಕಾಲಕ್ಕೆ ಸರಿಯಾದ ಬೆಳೆ ಕೈಗೆ ಸಿಗುತ್ತಿಲ್ಲ ಅಲ್ಲದೆ ಬೆಳೆಗಳಿಗೆ ಸರಿಯಾದ ಬೆಂಬಲ ಬೆಲೆ ಇಲ್ಲದೆ ಅನೇಕ ತೊಂದರೆ ಅನುಭವಿಸುತ್ತಿರುವುದರಿಂದ ರಾಜ್ಯ ಸರ್ಕಾರ ಶೂನ್ಯ ಬಂಡವಾಳ ನೀಡುವ ಮೂಲಕ ರೈತರಿಗೆ ಸಹಾಯ ಹಸ್ತ ನೀಡಬೇಕು ವಿದ್ಯುತ್ತು ನೀರು ಇಲ್ಲದೆ ತೊಂದರೆ ಅನುಭವಿಸುತ್ತಿರುವುದರಿಂದ ರೈತರು ಒಗ್ಗಟ್ಟಾಗಿ ಕ್ರಾಂತಿಕರ ಹೋರಾಟವನ್ನು ನಡೆಸಬೇಕಾಗಿದೆ ರೈತರ ಹಿತ ಕಾಪಾಡಲು ಶೂನ್ಯ ಬಂಡವಾಳ ನೀಡುವ ಮೂಲಕ ಅವರ ಬದುಕು ಏಳಿಗೆಗೆ ಶಕ್ತಿ ತುಂಬಬೇಕಾಗಿದೆ ರಾಜ್ಯದಲ್ಲಿ 19,000 ವಿದ್ಯುತ್ ಮೆಗಾ ವ್ಯಾಟ್ ಅವಶ್ಯಕತೆ ಆದರೆ ಈಗ ಕೇವಲ ನಾಲ್ಕು ಸಾವಿರ ಮೆಗಾ ವ್ಯಾಟ್ ವಿದ್ಯುತ್ ಉತ್ಪಾದಿಸುತ್ತಿರುವುದರಿಂದ ರೈತರ ಬದುಕು ತೊ bbox=[51, 456, 321, 847]
rain-damage-text: ಸೋಮವಾರ ಮಧ್ಯಾಹ್ನ ಸುರಿದ ಭಾರಿ ಮಳೆ ಮತ್ತು ಗಾಳಿಗೆ ನಗರದ ಹಲವೆಡೆ ಮರಗಳು ಮತ್ತು ವಿದ್ಯುತ್ ಕಂಬಗಳು ಧರೆಗುರುಳಿದ್ದು, ವಾಹನ ಸಂಚಾರಕ್ಕೆ ಅಡಚಣೆ ಉಂಟಾಯಿತು. ಮನೆಯ ಮೇಲೆ ಮರ ಬಿದ್ದು ಕಾರುಗಳು ಜಖಂಗೊಂಡಿವೆ. ಬೆಸ್ಕಾಂ ಸಿಬ್ಬಂದಿ ಹಾಗೂ ನಗರ ಪಾಲಿಕೆ ಸಿಬ್ಬಂದಿ ತೆರವು ಕಾರ್ಯಾಚರಣೆ ನಡೆಸಿದರು. ಬಿರುಗಾಳಿಗೆ ಶೀಟ್ ಛಾವಣಿ ಹಾರಿ ಹೋಗಿದ್ದು ಯಾವುದೇ ಪ್ರಾಣಹಾನಿ ಸಂಭವಿಸಿಲ್ಲ. bbox=[1135, 519, 1475, 613]
masthead-divider bbox=[45, 293, 1477, 296]
farmers-group-figures bbox=[331, 460, 850, 560]
rni-number: RNI:KARKAN/2021/80382 bbox=[888, 54, 1085, 72]
crime-headline-line-1: ಪತ್ನಿಯನ್ನು ಕೊಂದವನಿಗೆ bbox=[1181, 931, 1424, 967]
